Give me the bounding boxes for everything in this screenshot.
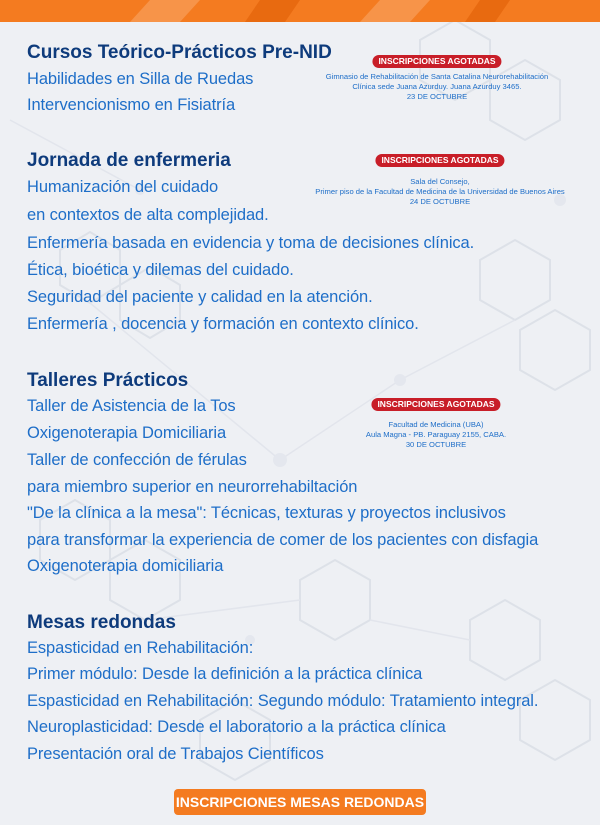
venue-line: Gimnasio de Rehabilitación de Santa Catalina Neurorehabilitación [325, 72, 549, 81]
section-line: Oxigenoterapia domiciliaria [27, 557, 224, 575]
venue-line: Facultad de Medicina (UBA) [388, 420, 484, 429]
venue-line: Clínica sede Juana Azurduy. Juana Azurduy 3465. [352, 82, 522, 91]
section-line: Ética, bioética y dilemas del cuidado. [27, 261, 294, 279]
section-title-jornada: Jornada de enfermeria [27, 150, 231, 171]
section-line: para miembro superior en neurorrehabiltación [27, 478, 358, 496]
venue-detail [366, 420, 506, 450]
section-line: Espasticidad en Rehabilitación: [27, 639, 254, 657]
event-date: 24 DE OCTUBRE [409, 197, 471, 206]
sold-out-badge: INSCRIPCIONES AGOTADAS [371, 398, 500, 411]
venue-detail [326, 72, 548, 102]
section-line: Neuroplasticidad: Desde el laboratorio a la práctica clínica [27, 718, 446, 736]
section-line: Enfermería basada en evidencia y toma de decisiones clínica. [27, 234, 475, 252]
section-line: para transformar la experiencia de comer de los pacientes con disfagia [27, 531, 539, 549]
section-line: Enfermería , docencia y formación en contexto clínico. [27, 315, 419, 333]
section-line: Presentación oral de Trabajos Científicos [27, 745, 324, 763]
venue-line: Primer piso de la Facultad de Medicina de la Universidad de Buenos Aires [315, 187, 565, 196]
venue-line: Aula Magna - PB. Paraguay 2155, CABA. [365, 430, 507, 439]
section-line: "De la clínica a la mesa": Técnicas, texturas y proyectos inclusivos [27, 504, 506, 522]
sold-out-badge: INSCRIPCIONES AGOTADAS [375, 154, 504, 167]
section-title-cursos: Cursos Teórico-Prácticos Pre-NID [27, 42, 332, 63]
section-line: Oxigenoterapia Domiciliaria [27, 424, 227, 442]
venue-line: Sala del Consejo, [410, 177, 470, 186]
section-line: Intervencionismo en Fisiatría [27, 96, 236, 114]
section-line: Habilidades en Silla de Ruedas [27, 70, 254, 88]
section-title-mesas: Mesas redondas [27, 612, 176, 633]
sold-out-badge: INSCRIPCIONES AGOTADAS [372, 55, 501, 68]
section-title-talleres: Talleres Prácticos [27, 370, 189, 391]
event-date: 23 DE OCTUBRE [406, 92, 468, 101]
section-line: Taller de Asistencia de la Tos [27, 397, 236, 415]
event-date: 30 DE OCTUBRE [405, 440, 467, 449]
section-line: Espasticidad en Rehabilitación: Segundo módulo: Tratamiento integral. [27, 692, 539, 710]
section-line: Seguridad del paciente y calidad en la atención. [27, 288, 373, 306]
section-line: Taller de confección de férulas [27, 451, 247, 469]
register-roundtables-button[interactable]: INSCRIPCIONES MESAS REDONDAS [174, 789, 426, 815]
section-line: Primer módulo: Desde la definición a la práctica clínica [27, 665, 423, 683]
venue-detail [315, 177, 564, 207]
section-line: en contextos de alta complejidad. [27, 206, 269, 224]
section-line: Humanización del cuidado [27, 178, 219, 196]
